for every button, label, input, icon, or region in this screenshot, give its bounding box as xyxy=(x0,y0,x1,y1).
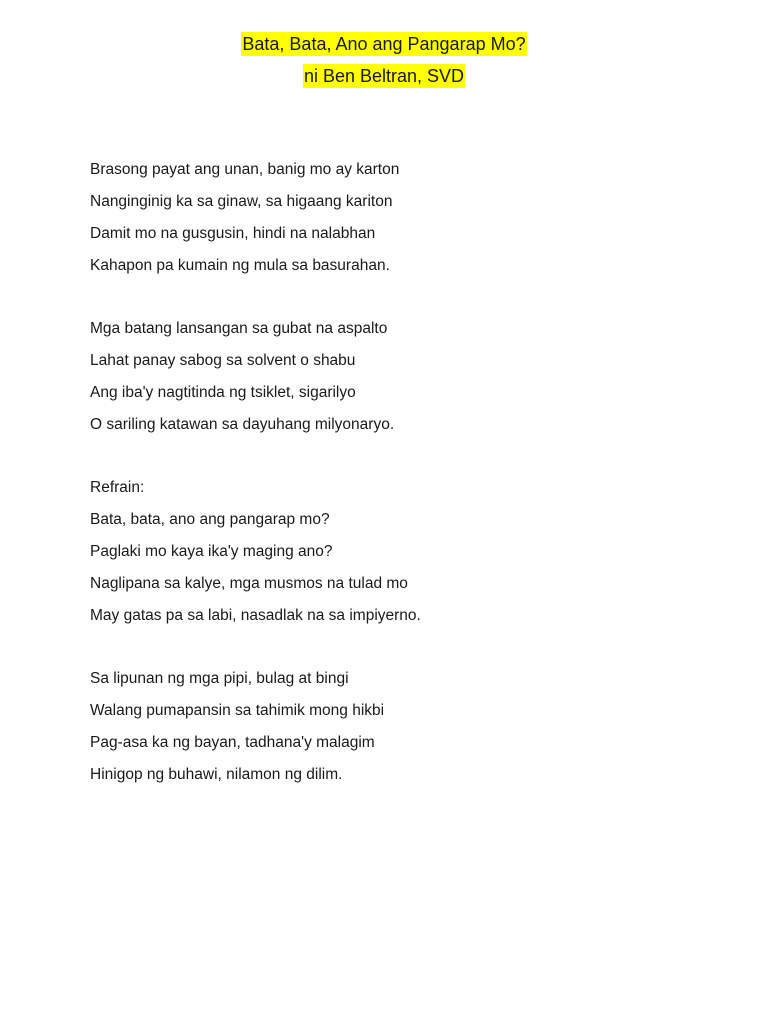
title-block xyxy=(0,30,768,94)
poem-line: Hinigop ng buhawi, nilamon ng dilim. xyxy=(90,766,343,783)
poem-line: Bata, bata, ano ang pangarap mo? xyxy=(90,511,330,528)
author-line xyxy=(0,62,768,94)
title-line xyxy=(0,30,768,62)
poem-line: Damit mo na gusgusin, hindi na nalabhan xyxy=(90,225,376,242)
refrain-label: Refrain: xyxy=(90,479,145,496)
poem-line: May gatas pa sa labi, nasadlak na sa impiyerno. xyxy=(90,607,421,624)
poem-line: Ang iba'y nagtitinda ng tsiklet, sigarilyo xyxy=(90,384,356,401)
poem-line: Walang pumapansin sa tahimik mong hikbi xyxy=(90,702,385,719)
poem-title: Bata, Bata, Ano ang Pangarap Mo? xyxy=(242,34,526,54)
poem-line: Pag-asa ka ng bayan, tadhana'y malagim xyxy=(90,734,375,751)
poem-line: Sa lipunan ng mga pipi, bulag at bingi xyxy=(90,670,349,687)
stanza-1 xyxy=(90,154,690,282)
poem-line: Lahat panay sabog sa solvent o shabu xyxy=(90,352,356,369)
poem-body xyxy=(90,154,690,822)
stanza-2 xyxy=(90,313,690,441)
poem-author: ni Ben Beltran, SVD xyxy=(303,66,465,86)
poem-line: Naglipana sa kalye, mga musmos na tulad mo xyxy=(90,575,408,592)
poem-line: O sariling katawan sa dayuhang milyonaryo. xyxy=(90,416,395,433)
poem-line: Brasong payat ang unan, banig mo ay karton xyxy=(90,161,400,178)
poem-line: Nanginginig ka sa ginaw, sa higaang kariton xyxy=(90,193,393,210)
stanza-4 xyxy=(90,663,690,791)
poem-line: Paglaki mo kaya ika'y maging ano? xyxy=(90,543,333,560)
poem-line: Mga batang lansangan sa gubat na aspalto xyxy=(90,320,388,337)
poem-line: Kahapon pa kumain ng mula sa basurahan. xyxy=(90,257,390,274)
stanza-refrain xyxy=(90,472,690,632)
